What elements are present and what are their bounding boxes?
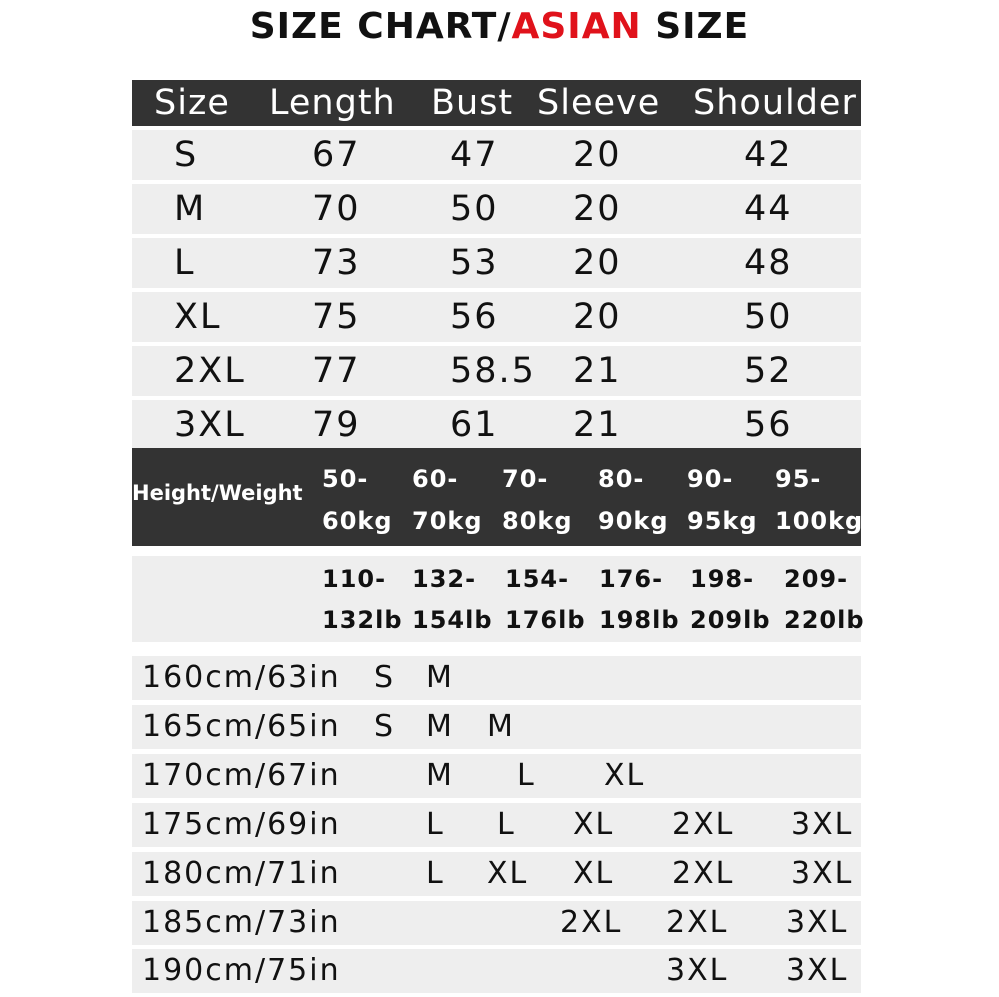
bust-cell: 58.5 [450, 351, 536, 391]
size-row [132, 400, 861, 450]
bust-cell: 56 [450, 297, 499, 337]
guide-size: L [426, 856, 445, 891]
weight-kg-range: 95- 100kg [775, 465, 864, 535]
title-part-1: SIZE CHART/ [249, 6, 512, 47]
guide-size: XL [573, 807, 615, 842]
guide-size: M [426, 758, 454, 793]
shoulder-cell: 50 [744, 297, 793, 337]
sleeve-cell: 21 [573, 351, 622, 391]
bust-cell: 61 [450, 405, 499, 445]
size-row [132, 292, 861, 342]
size-guide-row [132, 705, 861, 749]
weight-kg-range: 90- 95kg [687, 465, 758, 535]
guide-size: L [497, 807, 516, 842]
guide-size: 3XL [786, 953, 849, 988]
guide-size: 3XL [791, 856, 854, 891]
weight-lb-range: 132- 154lb [412, 565, 493, 634]
shoulder-cell: 52 [744, 351, 793, 391]
guide-height: 170cm/67in [142, 758, 341, 793]
size-cell: L [174, 243, 196, 283]
height-weight-label: Height/Weight [132, 481, 303, 505]
shoulder-cell: 56 [744, 405, 793, 445]
guide-size: 3XL [666, 953, 729, 988]
header-sleeve: Sleeve [537, 83, 661, 123]
size-row [132, 184, 861, 234]
guide-size: M [426, 709, 454, 744]
guide-height: 165cm/65in [142, 709, 341, 744]
weight-lb-range: 209- 220lb [784, 565, 865, 634]
guide-size: S [374, 709, 396, 744]
size-guide-row [132, 656, 861, 700]
guide-size: 2XL [560, 905, 623, 940]
title-asian: ASIAN [511, 6, 642, 47]
sleeve-cell: 20 [573, 243, 622, 283]
guide-height: 160cm/63in [142, 660, 341, 695]
size-guide-row [132, 901, 861, 945]
guide-size: 2XL [672, 856, 735, 891]
measurement-header-row [132, 80, 861, 126]
size-row [132, 130, 861, 180]
guide-size: XL [487, 856, 529, 891]
length-cell: 77 [312, 351, 361, 391]
size-cell: 2XL [174, 351, 246, 391]
guide-size: M [426, 660, 454, 695]
size-cell: XL [174, 297, 222, 337]
guide-size: L [426, 807, 445, 842]
shoulder-cell: 42 [744, 135, 793, 175]
guide-size: 2XL [672, 807, 735, 842]
size-cell: M [174, 189, 207, 229]
size-guide-row [132, 803, 861, 847]
sleeve-cell: 21 [573, 405, 622, 445]
length-cell: 79 [312, 405, 361, 445]
page-title [0, 4, 999, 50]
guide-size: 3XL [791, 807, 854, 842]
header-length: Length [269, 83, 396, 123]
title-part-3: SIZE [641, 6, 750, 47]
header-size: Size [154, 83, 230, 123]
weight-lb-range: 154- 176lb [505, 565, 586, 634]
size-row [132, 238, 861, 288]
length-cell: 73 [312, 243, 361, 283]
guide-size: M [487, 709, 515, 744]
weight-kg-range: 80- 90kg [598, 465, 669, 535]
weight-lb-range: 176- 198lb [599, 565, 680, 634]
guide-size: 2XL [666, 905, 729, 940]
header-bust: Bust [431, 83, 514, 123]
size-row [132, 346, 861, 396]
length-cell: 67 [312, 135, 361, 175]
sleeve-cell: 20 [573, 297, 622, 337]
sleeve-cell: 20 [573, 189, 622, 229]
header-shoulder: Shoulder [693, 83, 857, 123]
guide-height: 190cm/75in [142, 953, 341, 988]
size-guide-row [132, 949, 861, 993]
guide-size: XL [573, 856, 615, 891]
guide-height: 175cm/69in [142, 807, 341, 842]
sleeve-cell: 20 [573, 135, 622, 175]
guide-size: L [517, 758, 536, 793]
guide-height: 185cm/73in [142, 905, 341, 940]
weight-kg-range: 70- 80kg [502, 465, 573, 535]
shoulder-cell: 44 [744, 189, 793, 229]
weight-kg-range: 60- 70kg [412, 465, 483, 535]
size-guide-row [132, 754, 861, 798]
shoulder-cell: 48 [744, 243, 793, 283]
size-cell: S [174, 135, 199, 175]
guide-height: 180cm/71in [142, 856, 341, 891]
bust-cell: 53 [450, 243, 499, 283]
guide-size: S [374, 660, 396, 695]
weight-lb-row [132, 556, 865, 642]
weight-lb-range: 198- 209lb [690, 565, 771, 634]
weight-lb-range: 110- 132lb [322, 565, 403, 634]
size-guide-row [132, 852, 861, 896]
length-cell: 75 [312, 297, 361, 337]
size-cell: 3XL [174, 405, 246, 445]
bust-cell: 47 [450, 135, 499, 175]
length-cell: 70 [312, 189, 361, 229]
guide-size: 3XL [786, 905, 849, 940]
height-weight-header-row [132, 448, 864, 546]
guide-size: XL [604, 758, 646, 793]
weight-kg-range: 50- 60kg [322, 465, 393, 535]
bust-cell: 50 [450, 189, 499, 229]
